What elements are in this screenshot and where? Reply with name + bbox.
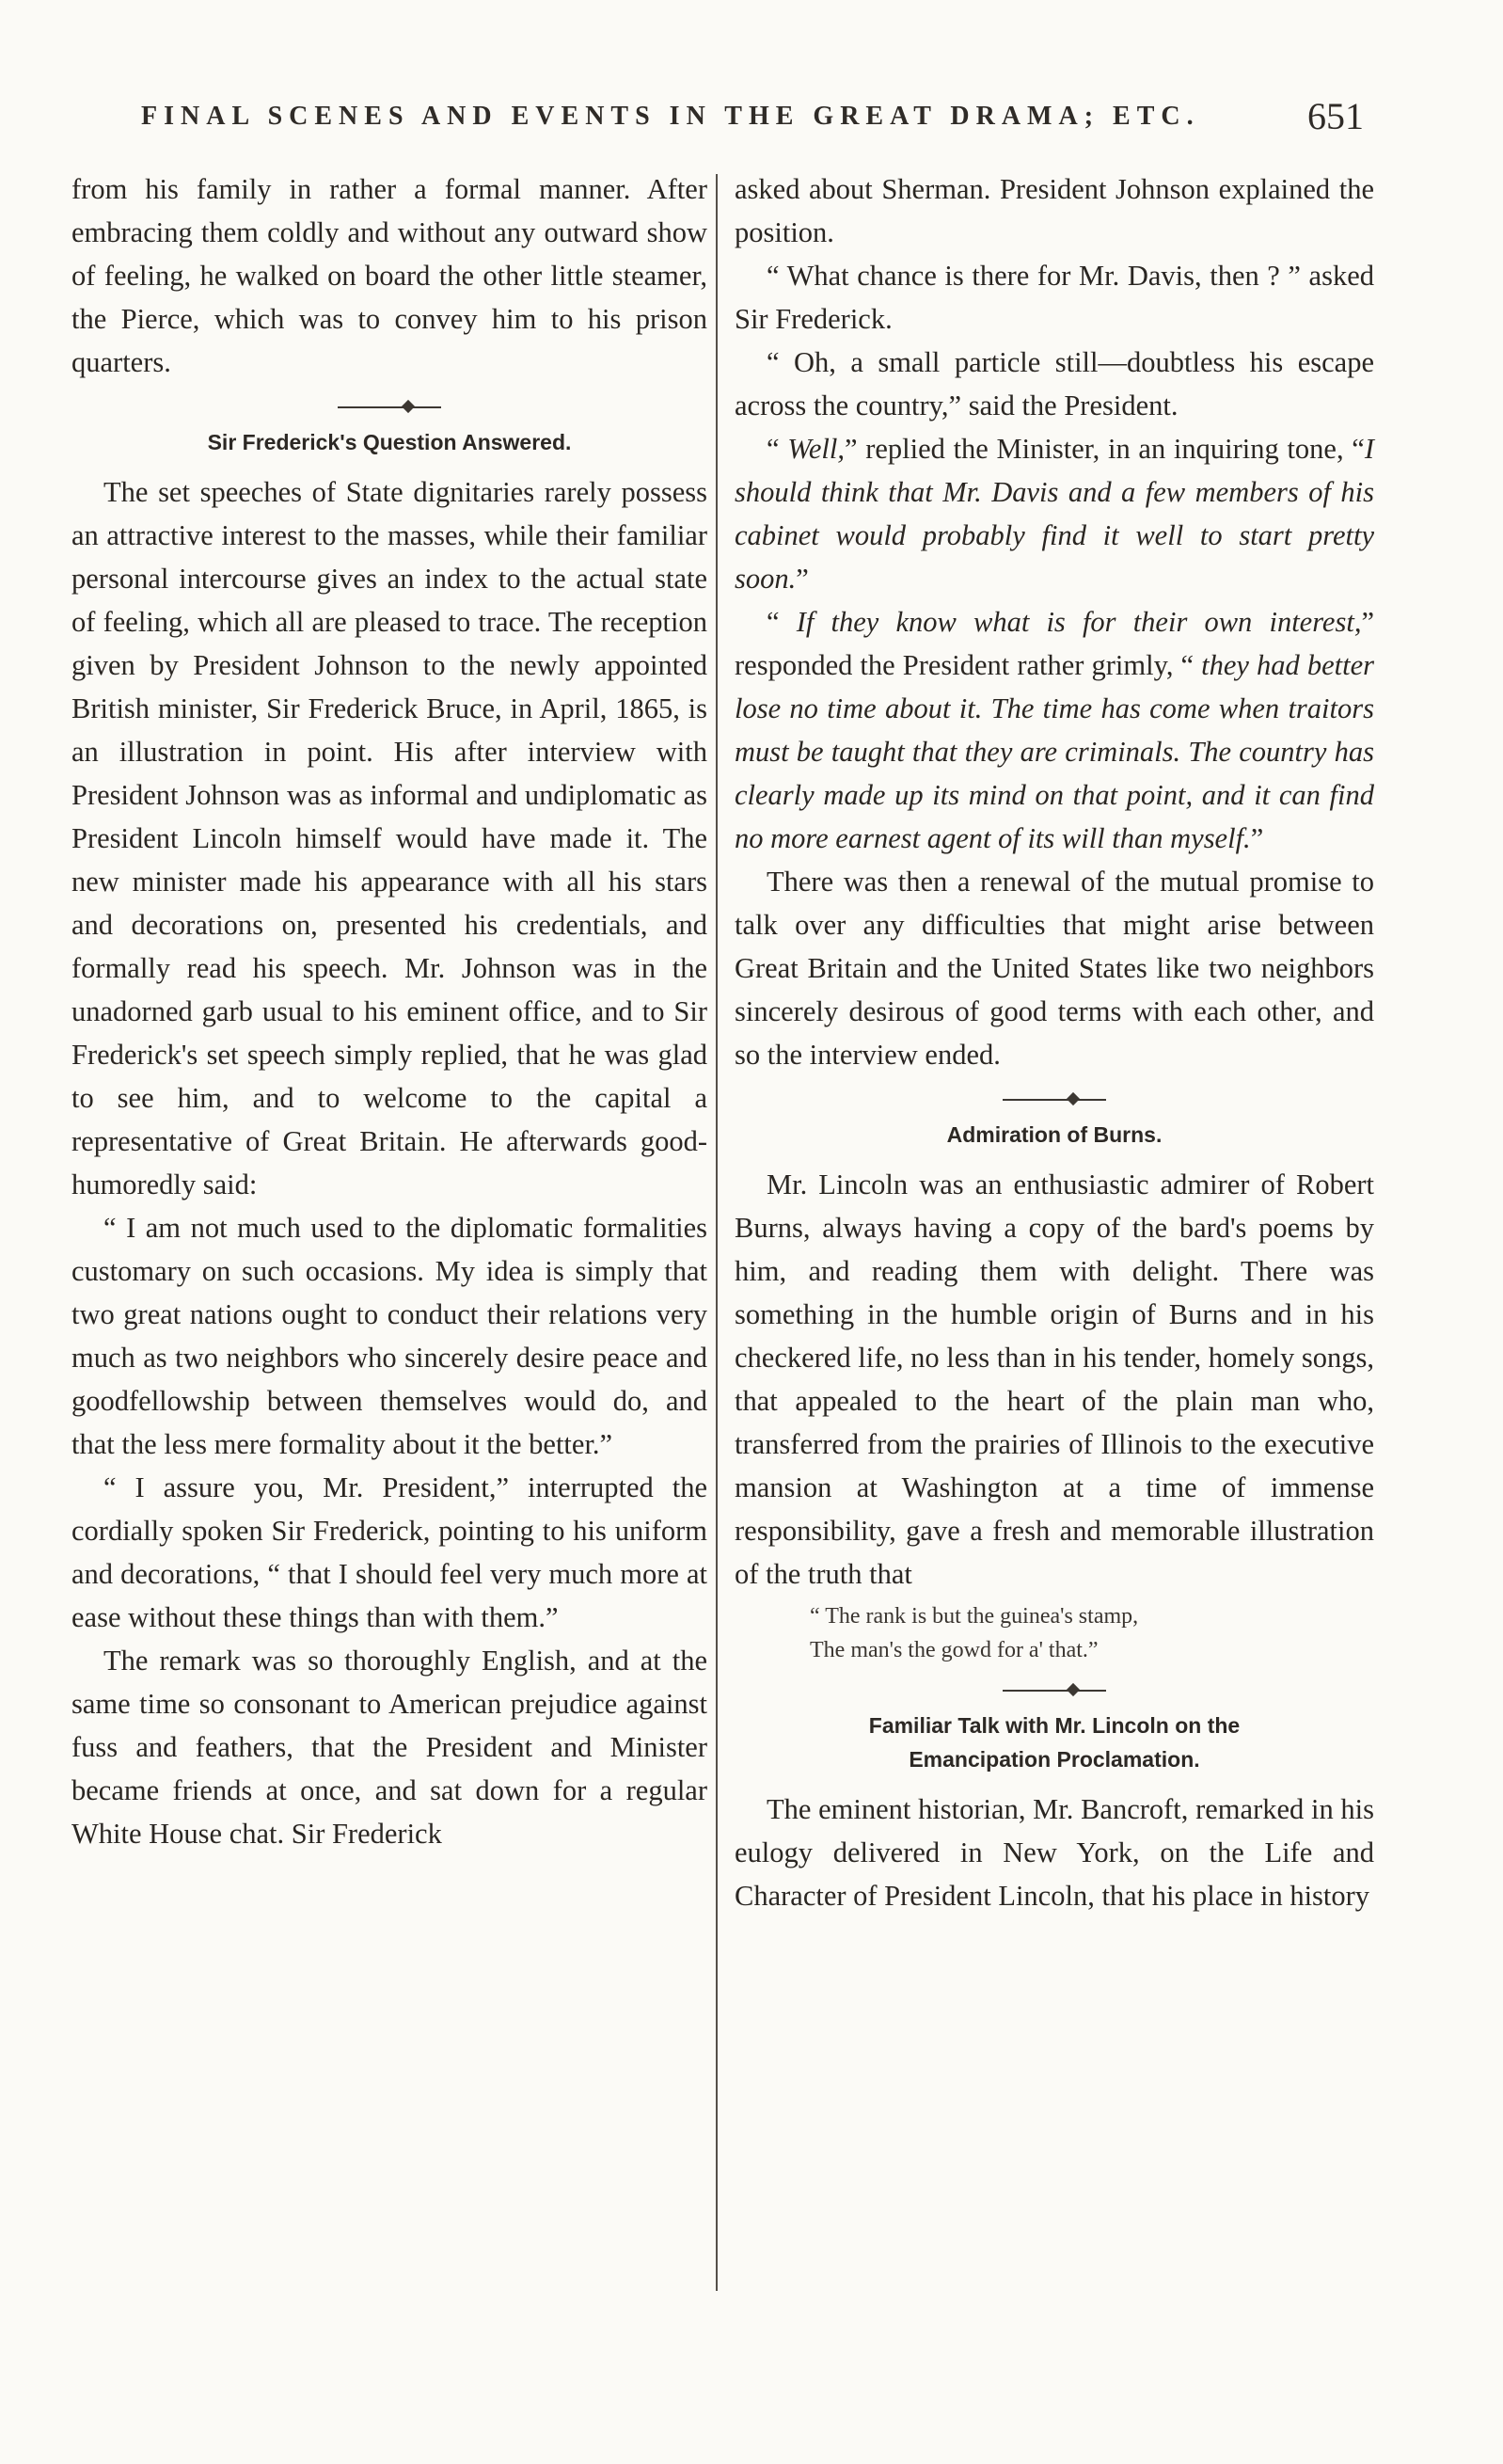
paragraph: The eminent historian, Mr. Bancroft, remarked in his eulogy delivered in New York, on the Life and Character of President Lincoln, that his place in history [735,1793,1374,1912]
running-title: FINAL SCENES AND EVENTS IN THE GREAT DRAMA; ETC. [141,102,1200,131]
paragraph: asked about Sherman. President Johnson explained the position. [735,173,1374,248]
left-column [71,167,707,1855]
verse-quote [810,1599,1374,1667]
paragraph: “ I assure you, Mr. President,” interrupted the cordially spoken Sir Frederick, pointing to his uniform and decorations, “ that I should feel very much more at ease without these things than with them.” [71,1471,707,1633]
paragraph: “ What chance is there for Mr. Davis, then ? ” asked Sir Frederick. [735,260,1374,335]
page-number: 651 [1307,95,1364,137]
paragraph: The remark was so thoroughly English, and at the same time so consonant to American prejudice against fuss and feathers, that the President and Minister became friends at once, and sat down for a regular White House chat. Sir Frederick [71,1645,707,1850]
quote-mark: ” [796,563,809,595]
italic-text: Well, [787,433,845,465]
running-head [141,94,1364,141]
quote-mark: ” [1250,822,1264,854]
quote-mark: “ [767,433,788,465]
heading-line: Familiar Talk with Mr. Lincoln on the [868,1713,1241,1738]
section-heading: Sir Frederick's Question Answered. [207,430,572,454]
column-divider [716,174,718,2291]
heading-line: Emancipation Proclamation. [909,1747,1200,1772]
right-column [735,167,1374,1917]
italic-text: I should think that Mr. Davis and a few members of his cabinet would probably find it well to start pretty soon. [735,433,1375,595]
paragraph: The set speeches of State dignitaries rarely possess an attractive interest to the masses, while their familiar personal intercourse gives an index to the actual state of feeling, which all are pleased to trace. The reception given by President Johnson to the newly appointed British minister, Sir Frederick Bruce, in April, 1865, is an illustration in point. His after interview with President Johnson was as informal and undiplomatic as President Lincoln himself would have made it. The new minister made his appearance with all his stars and decorations on, presented his credentials, and formally read his speech. Mr. Johnson was in the unadorned garb usual to his eminent office, and to Sir Frederick's set speech simply replied, that he was glad to see him, and to welcome to the capital a representative of Great Britain. He afterwards good-humoredly said: [71,476,707,1200]
section-separator [735,1086,1374,1112]
verse-line: “ The rank is but the guinea's stamp, [810,1604,1139,1629]
italic-text: they had better lose no time about it. The time has come when traitors must be taught that they are criminals. The country has clearly made up its mind on that point, and it can find no more earnest agent of its will than myself. [735,649,1374,854]
paragraph [735,600,1374,860]
text-run: ” replied the Minister, in an inquiring tone, “ [844,433,1365,465]
quote-mark: “ [767,606,797,638]
verse-line: The man's the gowd for a' that.” [810,1638,1099,1662]
paragraph [735,427,1374,600]
text-run: ” responded the President rather grimly, “ [735,606,1374,681]
paragraph: Mr. Lincoln was an enthusiastic admirer of Robert Burns, always having a copy of the bard's poems by him, and reading them with delight. There was something in the humble origin of Burns and in his checkered life, no less than in his tender, homely songs, that appealed to the heart of the plain man who, transferred from the prairies of Illinois to the executive mansion at Washington at a time of immense responsibility, gave a fresh and memorable illustration of the truth that [735,1168,1374,1590]
italic-text: If they know what is for their own interest, [796,606,1362,638]
section-heading: Admiration of Burns. [946,1122,1163,1147]
section-separator [71,393,707,420]
paragraph: “ I am not much used to the diplomatic formalities customary on such occasions. My idea is simply that two great nations ought to conduct their relations very much as two neighbors who sincerely desire peace and goodfellowship between themselves would do, and that the less mere formality about it the better.” [71,1212,707,1460]
section-separator [735,1677,1374,1703]
section-heading [735,1709,1374,1776]
paragraph: There was then a renewal of the mutual promise to talk over any difficulties that might arise between Great Britain and the United States like two neighbors sincerely desirous of good terms with each other, and so the interview ended. [735,866,1374,1071]
paragraph: “ Oh, a small particle still—doubtless his escape across the country,” said the President. [735,346,1374,421]
paragraph: from his family in rather a formal manner. After embracing them coldly and without any outward show of feeling, he walked on board the other little steamer, the Pierce, which was to convey him to his prison quarters. [71,173,707,378]
